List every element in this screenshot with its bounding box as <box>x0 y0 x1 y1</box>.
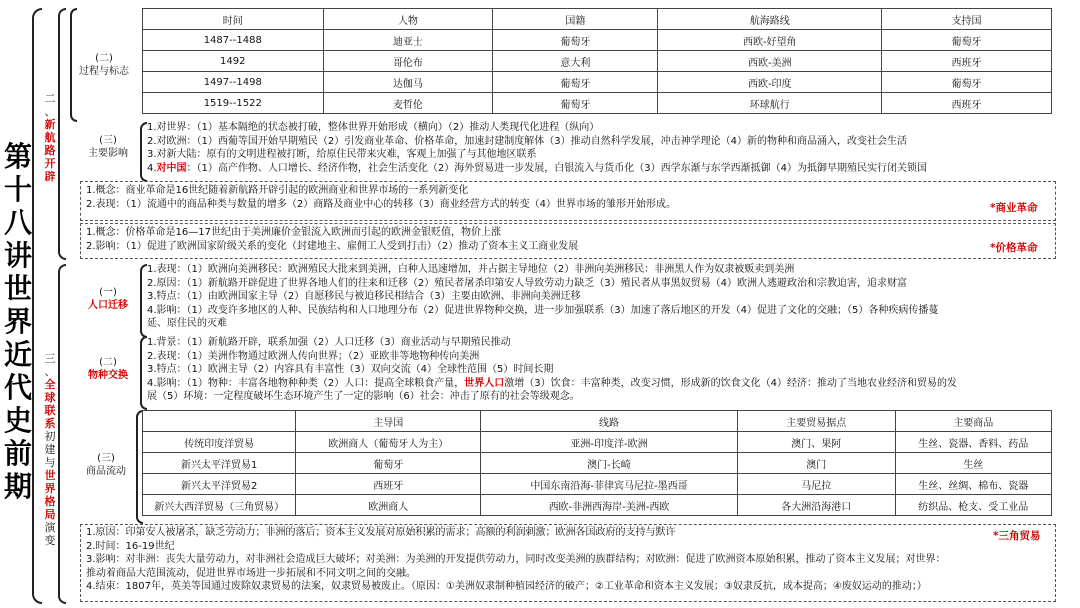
migration-text <box>147 263 1072 331</box>
section2-name: 新 航 路 开 辟 <box>44 118 56 183</box>
section2-label <box>43 92 57 183</box>
sub-impact-name: 主要影响 <box>88 148 128 159</box>
impact-text <box>147 121 1072 175</box>
trade-header-cell <box>143 411 296 432</box>
trade-table <box>142 410 1052 516</box>
table-cell: 葡萄牙 <box>882 30 1052 51</box>
section2-brace <box>58 8 66 260</box>
table-cell: 中国东南沿海-菲律宾马尼拉-墨西哥 <box>481 474 738 495</box>
species-impact-a: 4.影响：（1）物种：丰富各地物种种类（2）人口：提高全球粮食产量， <box>147 377 465 389</box>
impact-china-label: 对中国 <box>156 162 187 174</box>
impact-line: 1.对世界：（1）基本隔绝的状态被打破，整体世界开始形成（横向）（2）推动人类现代化进程（纵向） <box>147 122 600 133</box>
table-cell: 澳门-长崎 <box>481 453 738 474</box>
table-cell: 各大洲沿海港口 <box>737 495 895 516</box>
price-revolution-text <box>86 226 966 253</box>
table-cell: 西欧-好望角 <box>658 30 882 51</box>
section3-name-3: 世 界 格 局 <box>44 469 56 521</box>
table-cell: 达伽马 <box>323 72 493 93</box>
table-row <box>143 453 1052 474</box>
table-cell: 新兴大西洋贸易（三角贸易） <box>143 495 296 516</box>
table-cell: 新兴太平洋贸易1 <box>143 453 296 474</box>
table-row <box>143 30 1052 51</box>
table-cell: 生丝、瓷器、香料、药品 <box>895 432 1051 453</box>
table-row <box>143 474 1052 495</box>
sub-impact-brace <box>140 122 147 182</box>
sub-migration-brace <box>140 264 147 338</box>
table-row <box>143 93 1052 114</box>
table-cell: 西欧-非洲西海岸-美洲-西欧 <box>481 495 738 516</box>
sub-impact-num: (三) <box>99 135 117 146</box>
table-cell: 环球航行 <box>658 93 882 114</box>
table-cell: 新兴太平洋贸易2 <box>143 474 296 495</box>
sub-species-name: 物种交换 <box>88 370 128 381</box>
voyage-header-cell: 时间 <box>143 9 324 30</box>
table-cell: 1519--1522 <box>143 93 324 114</box>
table-cell: 葡萄牙 <box>296 453 481 474</box>
price-line: 1.概念：价格革命是16—17世纪由于美洲廉价金银流入欧洲而引起的欧洲金银贬值，物价上涨 <box>86 227 501 238</box>
species-line: 展（5）环境：一定程度破坏生态环境产生了一定的影响（6）社会：冲击了原有的社会等级观念。 <box>147 391 580 402</box>
voyage-header-cell: 国籍 <box>493 9 658 30</box>
migration-line: 延、原住民的灭难 <box>147 318 227 329</box>
sub-process-label <box>72 52 136 78</box>
trade-header-cell: 线路 <box>481 411 738 432</box>
voyage-header-cell: 航海路线 <box>658 9 882 30</box>
table-cell: 葡萄牙 <box>493 30 658 51</box>
table-row <box>143 72 1052 93</box>
migration-line: 3.特点：（1）由欧洲国家主导（2）自愿移民与被迫移民相结合（3）主要由欧洲、非洲向美洲迁移 <box>147 291 581 302</box>
table-row <box>143 51 1052 72</box>
species-line: 2.表现：（1）美洲作物通过欧洲人传向世界；（2）亚欧非等地物种传向美洲 <box>147 350 480 362</box>
price-revolution-tag: *价格革命 <box>990 242 1038 254</box>
table-cell: 麦哲伦 <box>323 93 493 114</box>
sub-species-label <box>78 356 138 382</box>
trade-header-cell: 主要商品 <box>895 411 1051 432</box>
table-cell: 生丝 <box>895 453 1051 474</box>
triangle-line: 推动着商品大范围流动，促进世界市场进一步拓展和不同文明之间的交融。 <box>86 567 416 579</box>
section3-num: 三 、 <box>44 352 56 378</box>
table-cell: 澳门、果阿 <box>737 432 895 453</box>
table-cell: 西欧-美洲 <box>658 51 882 72</box>
voyage-header-cell: 支持国 <box>882 9 1052 30</box>
migration-line: 1.表现：（1）欧洲向美洲移民：欧洲殖民大批来到美洲，白种人迅速增加，并占据主导地位（2）非洲向美洲移民：非洲黑人作为奴隶被贩卖到美洲 <box>147 264 795 275</box>
outer-brace <box>32 8 42 604</box>
table-cell: 欧洲商人 <box>296 495 481 516</box>
impact-line: 2.对欧洲：（1）西葡等国开始早期殖民（2）引发商业革命、价格革命，加速封建制度解体（3）推动自然科学发展，冲击神学理论（4）新的物种和商品涌入，改变社会生活 <box>147 135 907 147</box>
sub-species-num: (二) <box>99 357 117 368</box>
triangle-line: 2.时间：16-19世纪 <box>86 540 175 552</box>
sub-migration-label <box>78 286 138 312</box>
sub-commodity-num: (三) <box>97 453 115 464</box>
price-line: 2.影响：（1）促进了欧洲国家阶级关系的变化（封建地主、雇佣工人受到打击）（2）推动了资本主义工商业发展 <box>86 240 579 252</box>
section2-num: 二 、 <box>44 92 56 118</box>
species-line: 3.特点：（1）欧洲主导（2）内容具有丰富性（3）双向交流（4）全球性范围（5）时间长期 <box>147 364 554 375</box>
sub-migration-num: (一) <box>99 287 117 298</box>
table-row <box>143 495 1052 516</box>
section3-name-2: 初 建 与 <box>44 430 56 469</box>
triangle-trade-tag: *三角贸易 <box>993 530 1041 542</box>
trade-header-cell: 主要贸易据点 <box>737 411 895 432</box>
impact-china-text: ：（1）高产作物、人口增长、经济作物，社会生活变化（2）海外贸易进一步发展，白银流入与货币化（3）西学东渐与东学西渐抵御（4）为抵御早期殖民实行闭关锁国 <box>186 162 927 174</box>
table-cell: 迪亚士 <box>323 30 493 51</box>
page-title: 第 十 八 讲 世 界 近 代 史 前 期 <box>3 140 32 503</box>
table-cell: 纺织品、枪支、受工业品 <box>895 495 1051 516</box>
impact-line: 3.对新大陆：原有的文明进程被打断，给原住民带来灾难，客观上加强了与其他地区联系 <box>147 149 537 160</box>
table-cell: 西班牙 <box>296 474 481 495</box>
species-impact-line <box>147 377 1072 391</box>
table-cell: 传统印度洋贸易 <box>143 432 296 453</box>
table-cell: 葡萄牙 <box>493 93 658 114</box>
impact-china-line <box>147 162 1072 176</box>
section3-label <box>43 352 57 547</box>
table-cell: 澳门 <box>737 453 895 474</box>
table-cell: 1487--1488 <box>143 30 324 51</box>
species-impact-b: 激增（3）饮食：丰富种类，改变习惯，形成新的饮食文化（4）经济：推动了当地农业经济和贸易的发 <box>504 377 957 389</box>
table-cell: 1497--1498 <box>143 72 324 93</box>
table-cell: 欧洲商人（葡萄牙人为主） <box>296 432 481 453</box>
commercial-revolution-tag: *商业革命 <box>990 202 1038 214</box>
table-row <box>143 432 1052 453</box>
triangle-line: 4.结束：1807年，英美等国通过废除奴隶贸易的法案，奴隶贸易被废止。（原因：①美洲奴隶制种植园经济的破产；②工业革命和资本主义发展；③奴隶反抗，成本提高；④废奴运动的推动；） <box>86 581 927 592</box>
commercial-revolution-text <box>86 184 966 211</box>
sub-migration-name: 人口迁移 <box>88 300 128 311</box>
migration-line: 2.原因：（1）新航路开辟促进了世界各地人们的往来和迁移（2）殖民者屠杀印第安人导致劳动力缺乏（3）殖民者从事黑奴贸易（4）欧洲人逃避政治和宗教迫害，追求财富 <box>147 277 907 289</box>
voyage-header-row <box>143 9 1052 30</box>
species-line: 1.背景：（1）新航路开辟，联系加强（2）人口迁移（3）商业活动与早期殖民推动 <box>147 337 511 348</box>
table-cell: 西班牙 <box>882 51 1052 72</box>
table-cell: 葡萄牙 <box>493 72 658 93</box>
table-cell: 西欧-印度 <box>658 72 882 93</box>
table-cell: 生丝、丝绸、棉布、瓷器 <box>895 474 1051 495</box>
impact-china-prefix: 4. <box>147 162 157 174</box>
sub-species-brace <box>140 336 147 410</box>
triangle-line: 1.原因：印第安人被屠杀，缺乏劳动力；非洲的落后；资本主义发展对原始积累的需求；高额的利润刺激；欧洲各国政府的支持与默许 <box>86 527 676 538</box>
trade-header-row <box>143 411 1052 432</box>
table-cell: 马尼拉 <box>737 474 895 495</box>
sub-commodity-name: 商品流动 <box>86 466 126 477</box>
table-cell: 1492 <box>143 51 324 72</box>
trade-header-cell: 主导国 <box>296 411 481 432</box>
commercial-line: 1.概念：商业革命是16世纪随着新航路开辟引起的欧洲商业和世界市场的一系列新变化 <box>86 185 469 196</box>
sub-commodity-label <box>76 452 136 478</box>
section3-brace <box>58 264 66 604</box>
table-cell: 哥伦布 <box>323 51 493 72</box>
table-cell: 葡萄牙 <box>882 72 1052 93</box>
sub-process-num: (二) <box>95 53 113 64</box>
table-cell: 意大利 <box>493 51 658 72</box>
commercial-line: 2.表现：（1）流通中的商品种类与数量的增多（2）商路及商业中心的转移（3）商业经营方式的转变（4）世界市场的雏形开始形成。 <box>86 198 676 210</box>
voyage-header-cell: 人物 <box>323 9 493 30</box>
sub-impact-label <box>78 134 138 160</box>
species-text <box>147 336 1072 404</box>
migration-line: 4.影响：（1）改变许多地区的人种、民族结构和人口地理分布（2）促进世界物种交换，进一步加强联系（3）加速了落后地区的开发（4）促进了文化的交融；（5）各种疾病传播蔓 <box>147 304 939 316</box>
section3-name-4: 演 变 <box>44 521 56 547</box>
triangle-trade-text <box>86 526 1051 594</box>
triangle-line: 3.影响：对非洲：丧失大量劳动力，对非洲社会造成巨大破坏；对美洲：为美洲的开发提供劳动力，同时改变美洲的族群结构；对欧洲：促进了欧洲资本原始积累，推动了资本主义发展；对世界： <box>86 554 946 565</box>
species-impact-highlight: 世界人口 <box>464 377 505 389</box>
section3-name-1: 全 球 联 系 <box>44 378 56 430</box>
table-cell: 西班牙 <box>882 93 1052 114</box>
sub-process-name: 过程与标志 <box>79 66 129 77</box>
voyage-table <box>142 8 1052 114</box>
table-cell: 亚洲-印度洋-欧洲 <box>481 432 738 453</box>
